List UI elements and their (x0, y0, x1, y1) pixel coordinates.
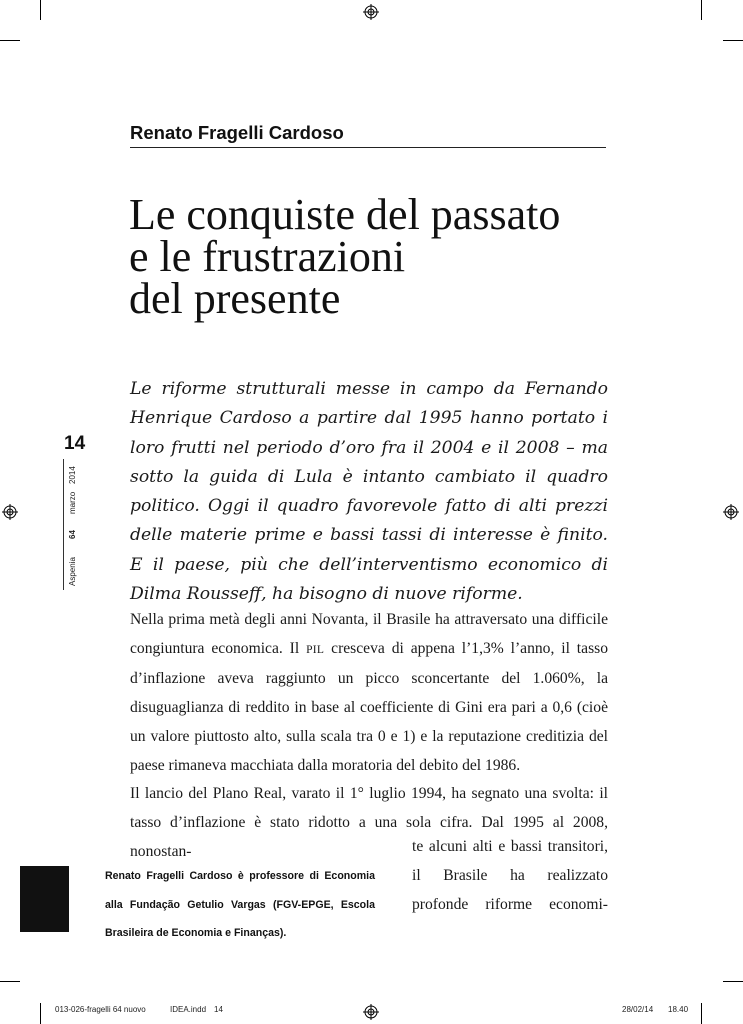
title-line: e le frustrazioni (129, 232, 406, 281)
header-rule (130, 147, 606, 148)
crop-mark (723, 981, 743, 982)
margin-divider (63, 459, 64, 590)
slug-indd: IDEA.indd (170, 1005, 207, 1014)
crop-mark (40, 0, 41, 20)
pil-abbreviation: PIL (306, 643, 325, 656)
registration-mark-icon (2, 504, 18, 520)
article-abstract: Le riforme strutturali messe in campo da Fernando Henrique Cardoso a partire dal 1995 hanno portato i loro frutti nel periodo d’oro fra il 2004 e il 2008 – ma sotto la guida di Lula è intanto cambiato il quadro politico. Oggi il quadro favorevole fatto di alti prezzi delle materie prime e bassi tassi di interesse è finito. E il paese, più che dell’interventismo economico di Dilma Rousseff, ha bisogno di nuove riforme. (130, 379, 608, 605)
title-line: del presente (129, 274, 341, 323)
slug-time: 18.40 (668, 1005, 689, 1014)
crop-mark (40, 1003, 41, 1024)
crop-mark (723, 40, 743, 41)
crop-mark (0, 40, 20, 41)
folio-issue: 64 (68, 530, 77, 539)
registration-mark-icon (363, 1004, 379, 1020)
folio-journal: Aspenia (68, 557, 77, 586)
title-line: Le conquiste del passato (129, 190, 561, 239)
folio-year: 2014 (68, 466, 77, 484)
body-paragraph: Nella prima metà degli anni Novanta, il Brasile ha attraversato una difficile congiuntura economica. Il PIL cresceva di appena l’1,3% l’anno, il tasso d’inflazione aveva raggiunto un picco sconcertante del 1.060%, la disuguaglianza di reddito in base al coefficiente di Gini era pari a 0,6 (cioè un valore piuttosto alto, sulla scala tra 0 e 1) e la reputazione creditizia del paese rimaneva macchiata dalla moratoria del debito del 1986. (130, 611, 608, 774)
registration-mark-icon (363, 4, 379, 20)
crop-mark (701, 0, 702, 20)
registration-mark-icon (723, 504, 739, 520)
author-note: Renato Fragelli Cardoso è professore di Economia alla Fundação Getulio Vargas (FGV-EPGE, Escola Brasileira de Economia e Finanças). (105, 870, 375, 940)
body-paragraph: Il lancio del Plano Real, varato il 1° luglio 1994, ha segnato una svolta: il tasso d’inflazione è stato ridotto a una sola cifra. Dal 1995 al 2008, nonostan- (130, 785, 608, 861)
author-name: Renato Fragelli Cardoso (130, 122, 344, 143)
page-number: 14 (64, 433, 86, 454)
folio-month: marzo (68, 491, 77, 514)
slug-date: 28/02/14 (622, 1005, 654, 1014)
section-marker-box (20, 866, 69, 932)
slug-filename: 013-026-fragelli 64 nuovo (55, 1005, 146, 1014)
article-title (129, 190, 649, 323)
article-body (130, 606, 608, 867)
article-body-column (412, 832, 608, 919)
slug-page: 14 (214, 1005, 223, 1014)
body-paragraph-continued: te alcuni alti e bassi transitori, il Brasile ha realizzato profonde riforme economi- (412, 838, 608, 913)
crop-mark (0, 981, 20, 982)
crop-mark (701, 1003, 702, 1024)
